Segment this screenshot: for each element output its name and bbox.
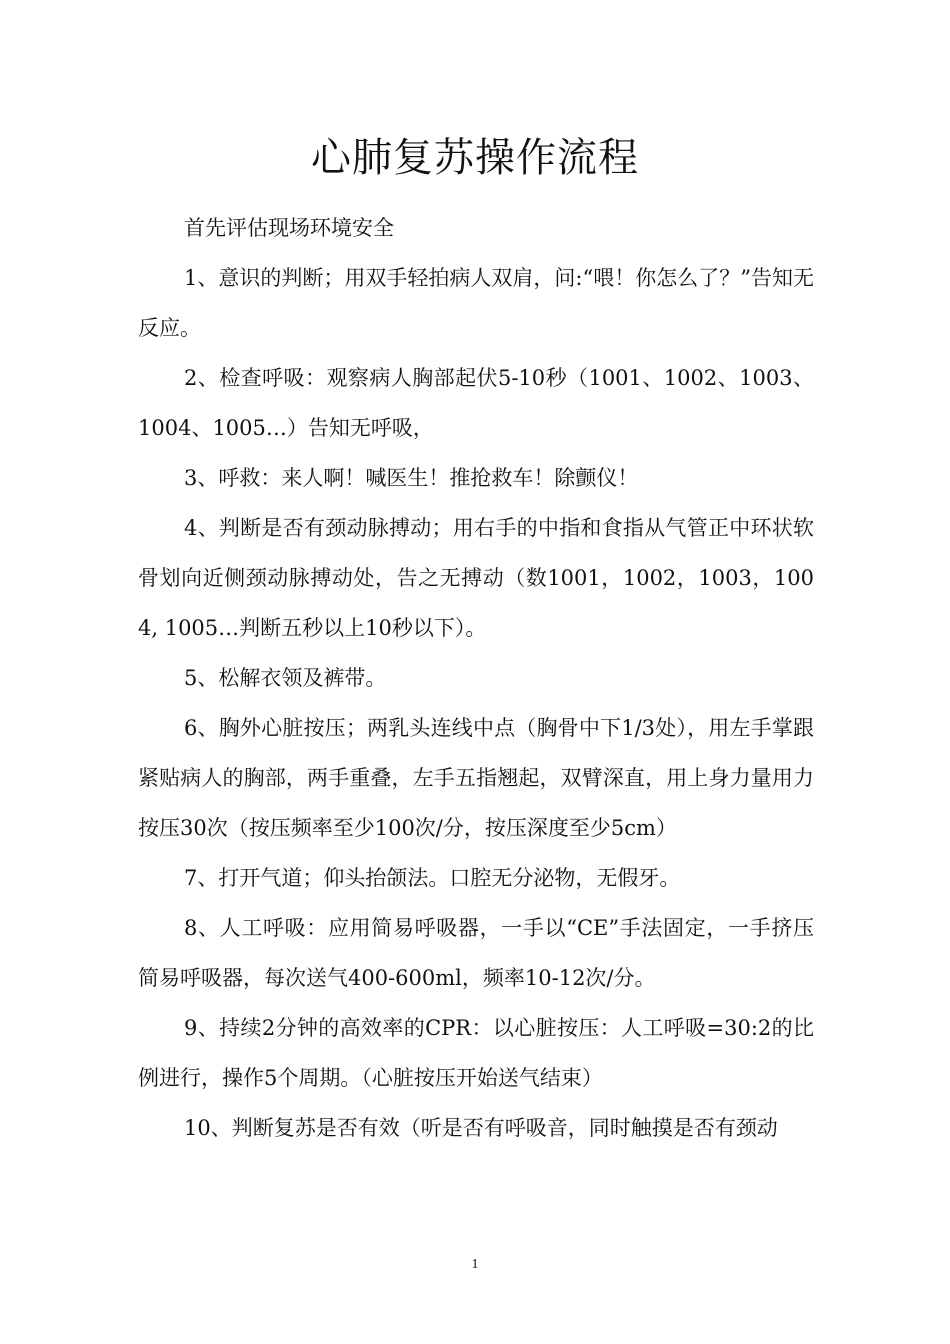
paragraph-step-4: 4、判断是否有颈动脉搏动；用右手的中指和食指从气管正中环状软骨划向近侧颈动脉搏动处，告之无搏动（数1001，1002，1003，1004, 1005…判断五秒以上10秒以下）。 — [138, 516, 814, 640]
paragraph-step-10: 10、判断复苏是否有效（听是否有呼吸音，同时触摸是否有颈动 — [184, 1116, 778, 1140]
page-number: 1 — [471, 1257, 479, 1272]
paragraph-step-2: 2、检查呼吸：观察病人胸部起伏5-10秒（1001、1002、1003、1004、1005…）告知无呼吸， — [138, 366, 814, 440]
paragraph-step-3: 3、呼救：来人啊！喊医生！推抢救车！除颤仪！ — [184, 466, 639, 490]
document-title: 心肺复苏操作流程 — [311, 135, 639, 181]
paragraph-step-7: 7、打开气道；仰头抬颌法。口腔无分泌物，无假牙。 — [184, 866, 681, 890]
document-body — [138, 203, 814, 1153]
paragraph-step-6: 6、胸外心脏按压；两乳头连线中点（胸骨中下1/3处），用左手掌跟紧贴病人的胸部，两手重叠，左手五指翘起，双臂深直，用上身力量用力按压30次（按压频率至少100次/分，按压深度至少5cm） — [138, 716, 814, 840]
paragraph-step-8: 8、人工呼吸：应用简易呼吸器，一手以“CE”手法固定，一手挤压简易呼吸器，每次送气400-600ml，频率10-12次/分。 — [138, 916, 814, 990]
paragraph-step-9: 9、持续2分钟的高效率的CPR：以心脏按压：人工呼吸=30:2的比例进行，操作5个周期。（心脏按压开始送气结束） — [138, 1016, 814, 1090]
paragraph-step-5: 5、松解衣领及裤带。 — [184, 666, 387, 690]
paragraph-safety: 首先评估现场环境安全 — [184, 216, 394, 240]
paragraph-step-1: 1、意识的判断；用双手轻拍病人双肩，问:“喂！你怎么了？”告知无反应。 — [138, 266, 814, 340]
